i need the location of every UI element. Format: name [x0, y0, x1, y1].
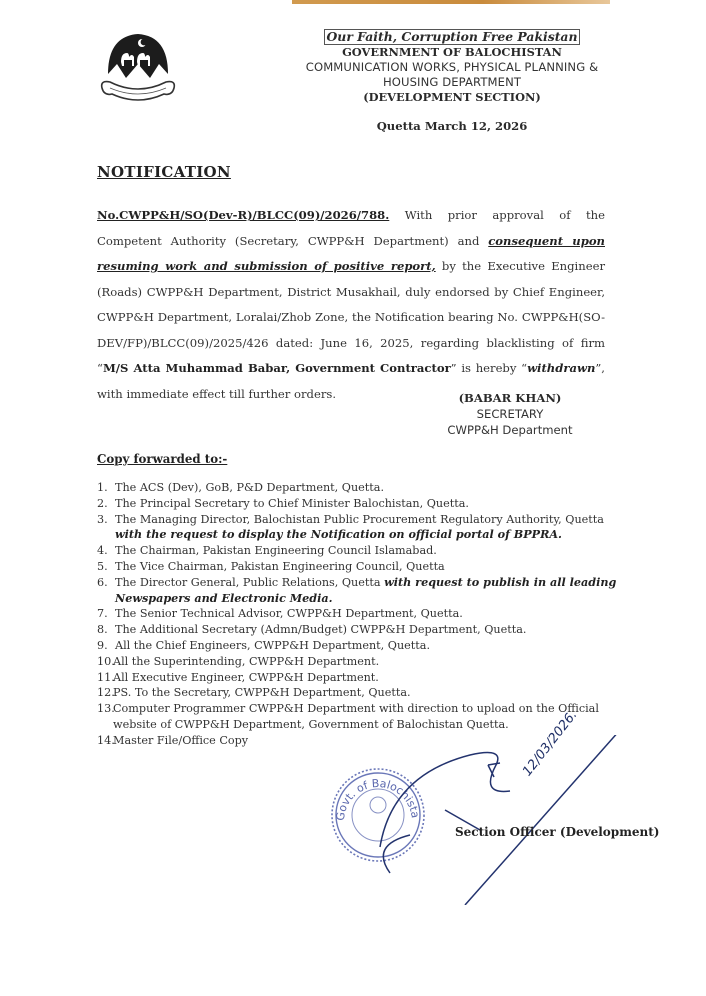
list-item-number: 8.	[97, 623, 108, 637]
list-item-text	[113, 670, 617, 686]
list-item-number: 9.	[97, 638, 108, 652]
copy-list-item	[97, 606, 617, 622]
body-text-4: ”, with immediate effect till further orders.	[97, 361, 605, 401]
official-stamp-icon	[330, 735, 630, 905]
body-text-1: With prior approval of the Competent Authority (Secretary, CWPP&H Department) and	[97, 208, 605, 248]
withdrawn-emphasis: withdrawn	[527, 361, 596, 375]
list-item-recipient: The Managing Director, Balochistan Public Procurement Regulatory Authority, Quetta	[115, 512, 604, 526]
copy-list-item	[97, 575, 617, 607]
list-item-number: 2.	[97, 496, 108, 510]
notification-title: NOTIFICATION	[97, 163, 231, 181]
list-item-number: 13.	[97, 702, 115, 716]
list-item-recipient: The Director General, Public Relations, Quetta	[115, 575, 385, 589]
letterhead	[262, 29, 642, 134]
list-item-instruction: with the request to display the Notification on official portal of BPPRA.	[115, 527, 562, 542]
copy-list-item	[97, 559, 617, 575]
stamp-text: Govt. of Balochistan	[333, 776, 422, 822]
balochistan-emblem-icon	[96, 30, 180, 108]
list-item-text	[115, 512, 617, 544]
government-name: GOVERNMENT OF BALOCHISTAN	[342, 45, 562, 59]
list-item-number: 7.	[97, 607, 108, 621]
list-item-recipient: The ACS (Dev), GoB, P&D Department, Quetta.	[115, 481, 384, 494]
section-officer-label: Section Officer (Development)	[455, 825, 660, 839]
department-line-2: HOUSING DEPARTMENT	[382, 75, 522, 89]
copy-list-item	[97, 685, 617, 701]
copy-forwarded-list	[97, 480, 617, 749]
list-item-number: 5.	[97, 559, 108, 573]
list-item-recipient: The Vice Chairman, Pakistan Engineering Council, Quetta	[115, 559, 445, 573]
firm-name: M/S Atta Muhammad Babar, Government Contractor	[102, 361, 451, 375]
list-item-number: 3.	[97, 512, 108, 526]
list-item-recipient: All the Chief Engineers, CWPP&H Department, Quetta.	[115, 638, 430, 652]
copy-list-item	[97, 638, 617, 654]
copy-list-item	[97, 670, 617, 686]
list-item-number: 11.	[97, 670, 115, 684]
list-item-recipient: The Chairman, Pakistan Engineering Council Islamabad.	[115, 544, 437, 558]
list-item-text	[115, 622, 617, 638]
notification-number: No.CWPP&H/SO(Dev-R)/BLCC(09)/2026/788.	[97, 208, 390, 222]
copy-forwarded-title: Copy forwarded to:-	[97, 452, 228, 466]
list-item-recipient: PS. To the Secretary, CWPP&H Department, Quetta.	[113, 686, 411, 700]
list-item-text	[115, 606, 617, 622]
emphasis-consequent: consequent upon resuming work and submission of positive report,	[97, 233, 605, 273]
svg-text:Govt. of Balochistan	[334, 777, 422, 822]
copy-list-item	[97, 622, 617, 638]
department-line-1: COMMUNICATION WORKS, PHYSICAL PLANNING &	[305, 60, 599, 74]
list-item-text	[115, 575, 617, 607]
copy-list-item	[97, 480, 617, 496]
section-name: (DEVELOPMENT SECTION)	[363, 90, 541, 104]
list-item-recipient: All Executive Engineer, CWPP&H Department.	[113, 670, 379, 684]
list-item-text	[113, 701, 617, 733]
list-item-number: 10.	[97, 654, 115, 668]
list-item-recipient: Computer Programmer CWPP&H Department with direction to upload on the Official website of CWPP&H Department, Government of Balochistan Quetta.	[113, 702, 599, 731]
list-item-text	[115, 480, 617, 496]
list-item-recipient: Master File/Office Copy	[113, 733, 249, 747]
signatory-designation: SECRETARY	[476, 407, 544, 421]
list-item-text	[115, 559, 617, 575]
signature-icon	[380, 735, 620, 905]
motto: Our Faith, Corruption Free Pakistan	[324, 29, 581, 45]
list-item-text	[113, 654, 617, 670]
list-item-recipient: The Senior Technical Advisor, CWPP&H Department, Quetta.	[115, 607, 463, 621]
signatory-department: CWPP&H Department	[447, 423, 573, 437]
list-item-number: 6.	[97, 575, 108, 589]
issue-date: Quetta March 12, 2026	[376, 119, 528, 133]
copy-list-item	[97, 512, 617, 544]
list-item-number: 1.	[97, 481, 108, 494]
handwritten-date: 12/03/2026.	[520, 707, 581, 780]
copy-list-item	[97, 701, 617, 733]
copy-list-item	[97, 543, 617, 559]
list-item-instruction: with request to publish in all leading Newspapers and Electronic Media.	[115, 574, 617, 605]
list-item-number: 14.	[97, 733, 115, 747]
list-item-text	[115, 496, 617, 512]
list-item-recipient: The Additional Secretary (Admn/Budget) CWPP&H Department, Quetta.	[115, 623, 527, 637]
body-text-2: by the Executive Engineer (Roads) CWPP&H Department, District Musakhail, duly endorsed by Chief Engineer, CWPP&H Department, Loralai/Zhob Zone, the Notification bearing No. CWPP&H(SO-DEV/FP)/BLCC(09)/2025/426 dated: June 16, 2025, regarding blacklisting of firm “	[97, 259, 606, 375]
list-item-text	[115, 543, 617, 559]
list-item-number: 12.	[97, 686, 115, 700]
secretary-signature-block	[400, 390, 600, 438]
list-item-text	[115, 638, 617, 654]
copy-list-item	[97, 496, 617, 512]
list-item-recipient: The Principal Secretary to Chief Minister Balochistan, Quetta.	[115, 496, 469, 510]
copy-list-item	[97, 654, 617, 670]
list-item-number: 4.	[97, 544, 108, 558]
notification-body	[97, 203, 605, 407]
list-item-text	[113, 685, 617, 701]
top-edge-strip	[292, 0, 610, 4]
body-text-3: ” is hereby “	[450, 361, 528, 375]
list-item-recipient: All the Superintending, CWPP&H Department.	[113, 654, 380, 668]
signatory-name: (BABAR KHAN)	[458, 391, 562, 405]
